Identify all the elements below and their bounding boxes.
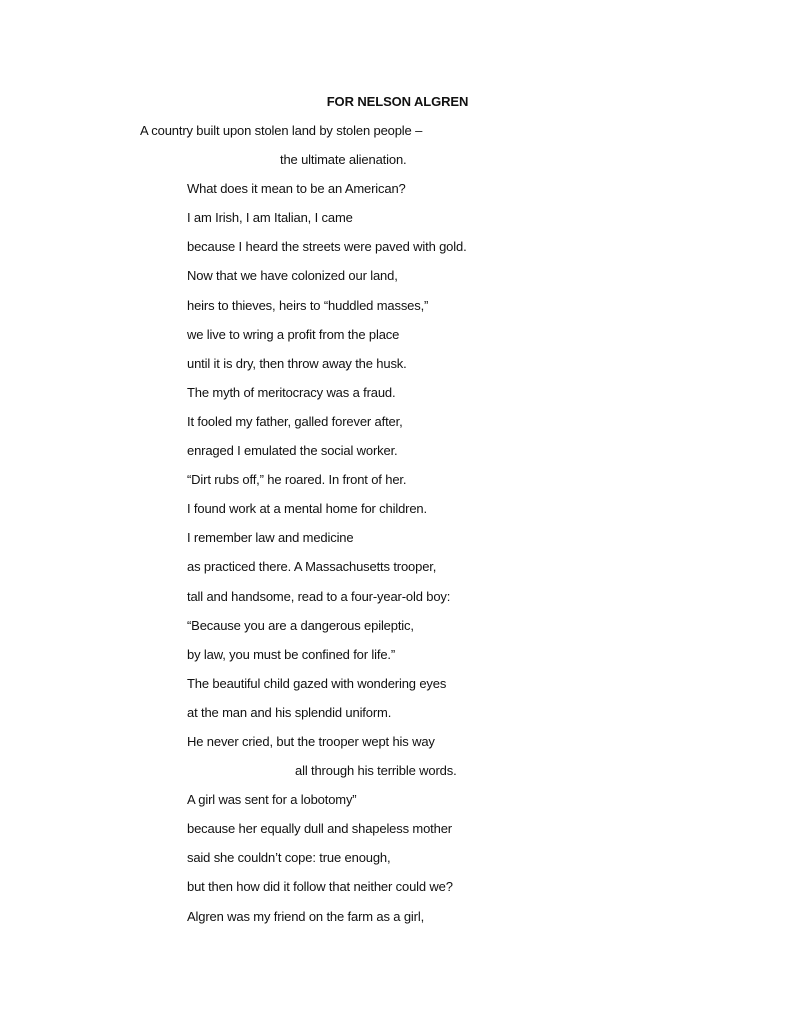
poem-title: FOR NELSON ALGREN [326,94,469,109]
poem-line: we live to wring a profit from the place [187,326,400,342]
poem-line: A girl was sent for a lobotomy” [187,792,357,808]
poem-line: I found work at a mental home for children. [187,501,427,517]
poem-line: at the man and his splendid uniform. [187,704,392,720]
poem-line: A country built upon stolen land by stolen people – [140,123,423,138]
poem-body [0,123,791,938]
poem-line: I am Irish, I am Italian, I came [187,210,353,226]
poem-line: enraged I emulated the social worker. [187,443,398,459]
poem-line: What does it mean to be an American? [187,181,406,197]
poem-line: until it is dry, then throw away the husk. [187,355,407,371]
poem-line: because I heard the streets were paved with gold. [187,239,467,255]
poem-line: Now that we have colonized our land, [187,268,398,284]
poem-line: all through his terrible words. [295,763,457,779]
poem-line: Algren was my friend on the farm as a girl, [187,908,425,924]
poem-line: as practiced there. A Massachusetts trooper, [187,559,437,575]
poem-line: “Dirt rubs off,” he roared. In front of her. [187,472,407,488]
poem-line: The myth of meritocracy was a fraud. [187,384,396,400]
poem-line: because her equally dull and shapeless mother [187,821,452,837]
poem-line: said she couldn’t cope: true enough, [187,850,391,866]
poem-line: “Because you are a dangerous epileptic, [187,617,414,633]
poem-line: The beautiful child gazed with wondering eyes [187,675,447,691]
poem-line: It fooled my father, galled forever after, [187,413,403,429]
poem-line: heirs to thieves, heirs to “huddled masses,” [187,297,429,313]
poem-line: He never cried, but the trooper wept his way [187,733,435,749]
poem-line: tall and handsome, read to a four-year-old boy: [187,588,451,604]
poem-line: I remember law and medicine [187,530,354,546]
poem-line: but then how did it follow that neither could we? [187,879,453,895]
poem-line: by law, you must be confined for life.” [187,646,396,662]
poem-line: the ultimate alienation. [280,152,407,168]
